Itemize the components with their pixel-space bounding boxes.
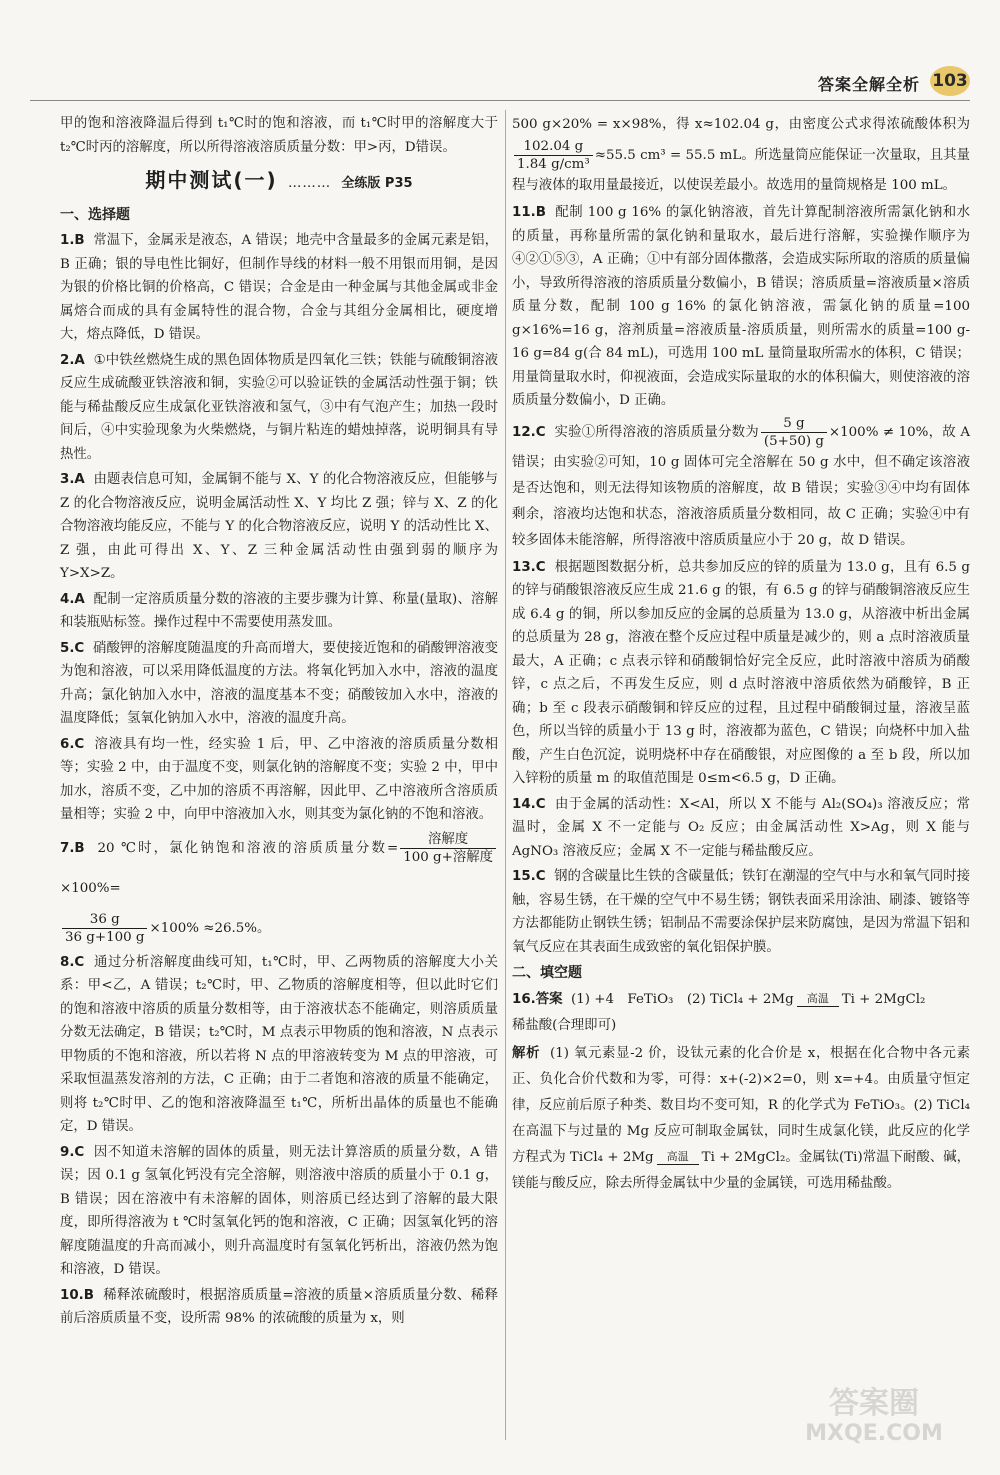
answer-item (60, 588, 498, 635)
part-heading-choice: 一、选择题 (60, 207, 130, 223)
item-number: 8.C (60, 954, 85, 970)
item-text: 通过分析溶解度曲线可知，t₁℃时，甲、乙两物质的溶解度大小关系：甲<乙，A 错误；t₂℃时，甲、乙物质的溶解度相等，但以此时它们的饱和溶液中溶质的质量分数相等，由于溶液状态不能确定，则溶质质量分数无法确定，B 错误；t₂℃时，M 点表示甲物质的饱和溶液，N 点表示甲物质的不饱和溶液，所以若将 N 点的甲溶液转变为 M 点的甲溶液，可采取恒温蒸发溶剂的方法，C 正确；由于二者饱和溶液的质量不能确定，则将 t₂℃时甲、乙的饱和溶液降温至 t₁℃，所析出晶体的质量也不能确定，D 错误。 (60, 954, 498, 1134)
item-number: 15.C (512, 869, 546, 884)
answer-item (60, 1141, 498, 1282)
part-heading-fill: 二、填空题 (512, 965, 582, 981)
item-number: 13.C (512, 559, 546, 575)
condition-bar (657, 1164, 699, 1165)
analysis-text: Ti + 2MgCl₂。 (701, 1150, 799, 1165)
condition-bar (797, 1006, 839, 1007)
left-column (60, 112, 498, 1333)
item-number: 7.B (60, 840, 85, 856)
item-text: 实验①所得溶液的溶质质量分数为 (554, 424, 759, 440)
fraction-numerator: 36 g (62, 911, 147, 929)
fraction-numerator: 102.04 g (514, 138, 593, 156)
answer-item (512, 865, 970, 959)
section-reference: 全练版 P35 (341, 176, 413, 191)
answer-label: 答案 (535, 992, 563, 1007)
item-text: 钢的含碳量比生铁的含碳量低；铁钉在潮湿的空气中与水和氧气同时接触，容易生锈，在干燥的空气中不易生锈；钢铁表面采用涂油、刷漆、镀铬等方法都能防止钢铁生锈；铝制品不需要涂保护层来防腐蚀，是因为常温下铝和氧气反应在其表面生成致密的氧化铝保护膜。 (512, 869, 971, 955)
answer-item (60, 229, 498, 347)
intro-paragraph: 甲的饱和溶液降温后得到 t₁℃时的饱和溶液，而 t₁℃时甲的溶解度大于 t₂℃时丙的溶解度，所以所得溶液溶质质量分数：甲>丙，D错误。 (60, 116, 498, 155)
fraction-numerator: 5 g (761, 415, 827, 433)
formula-tail: ×100%= (60, 880, 121, 896)
answer-item-16 (512, 987, 970, 1039)
item-number: 16. (512, 992, 536, 1007)
item-text: 硝酸钾的溶解度随温度的升高而增大，要使接近饱和的硝酸钾溶液变为饱和溶液，可以采用降低温度的方法。将氧化钙加入水中，溶液的温度升高；氯化钠加入水中，溶液的温度基本不变；硝酸铵加入水中，溶液的温度降低；氢氧化钠加入水中，溶液的温度升高。 (60, 640, 499, 726)
answer-item (60, 349, 498, 467)
fraction-denominator: (5+50) g (763, 433, 824, 449)
continued-line: 500 g×20% = x×98%，得 x≈102.04 g，由密度公式求得浓硫酸体积为 (512, 117, 970, 132)
fraction-formula (761, 415, 827, 450)
analysis-block (512, 1041, 970, 1197)
continued-text (512, 112, 970, 199)
item-text: 根据题图数据分析，总共参加反应的锌的质量为 13.0 g，且有 6.5 g 的锌与硝酸银溶液反应生成 21.6 g 的银，有 6.5 g 的锌与硝酸铜溶液反应生成 6.4 g 的铜，所以参加反应的金属的总质量为 13.0 g，从溶液中析出金属的总质量为 28 g，溶液在整个反应过程中质量是减少的，则 a 点时溶液质量最大，A 正确；c 点表示锌和硝酸铜恰好完全反应，此时溶液中溶质为硝酸锌，c 点之后，不再发生反应，则 d 点时溶液中溶质依然为硝酸锌，B 正确；b 至 c 段表示硝酸铜和锌反应的过程，且过程中硝酸铜过量，溶液呈蓝色，所以当锌的质量小于 13 g 时，溶液都为蓝色，C 错误；向烧杯中加入盐酸，产生白色沉淀，说明烧杯中存在硝酸银，对应图像的 a 至 b 段，所以加入锌粉的质量 m 的取值范围是 0≤m<6.5 g，D 正确。 (512, 559, 971, 786)
watermark-line: 答案圈 (829, 1386, 919, 1421)
fraction-numerator: 溶解度 (400, 831, 496, 849)
watermark-logo (774, 1386, 974, 1459)
answer-item-7 (60, 829, 498, 949)
item-number: 11.B (512, 205, 546, 220)
item-number: 10.B (60, 1287, 94, 1303)
fraction-denominator: 36 g+100 g (65, 929, 145, 945)
item-number: 2.A (60, 352, 85, 368)
reaction-condition (797, 993, 839, 1007)
item-text: ①中铁丝燃烧生成的黑色固体物质是四氧化三铁；铁能与硫酸铜溶液反应生成硫酸亚铁溶液和铜，实验②可以验证铁的金属活动性强于铜；铁能与稀盐酸反应生成氯化亚铁溶液和氢气，③中有气泡产生；加热一段时间后，④中实验现象为火柴燃烧，与铜片粘连的蜡烛掉落，说明铜具有导热性。 (60, 352, 498, 462)
item-number: 14.C (512, 796, 546, 812)
answer-item (512, 793, 970, 864)
item-text: 配制 100 g 16% 的氯化钠溶液，首先计算配制溶液所需氯化钠和水的质量，再称量所需的氯化钠和量取水，最后进行溶解，实验操作顺序为④②①⑤③，A 正确；①中有部分固体撒落，会造成实际所取的溶质的质量偏小，导致所得溶液的溶质质量分数偏小，B 错误；溶质质量=溶液质量×溶质质量分数，配制 100 g 16% 的氯化钠溶液，需氯化钠的质量=100 g×16%=16 g，溶剂质量=溶液质量-溶质质量，则所需水的质量=100 g-16 g=84 g(合 84 mL)，可选用 100 mL 量筒量取所需水的体积，C 错误；用量筒量取水时，仰视液面，会造成实际量取的水的体积偏大，则使溶液的溶质质量分数偏小，D 正确。 (512, 205, 971, 408)
condition-text: 高温 (666, 1149, 689, 1163)
item-number: 1.B (60, 233, 85, 248)
fraction-formula (514, 138, 593, 173)
item-number: 3.A (60, 472, 85, 487)
item-text: 常温下，金属汞是液态，A 错误；地壳中含量最多的金属元素是铝，B 正确；银的导电性比铜好，但制作导线的材料一般不用银而用铜，是因为银的价格比铜的价格高，C 错误；合金是由一种金属与其他金属或非金属熔合而成的具有金属特性的混合物，合金与其组分金属相比，硬度增大，熔点降低，D 错误。 (60, 233, 498, 342)
answer-text: 稀盐酸(合理即可) (512, 1018, 617, 1033)
item-number: 6.C (60, 736, 85, 752)
watermark-line: MXQE.COM (805, 1421, 943, 1446)
page-number: 103 (930, 66, 970, 96)
column-divider (505, 110, 506, 1440)
item-text: 因不知道未溶解的固体的质量，则无法计算溶质的质量分数，A 错误；因 0.1 g 氢氧化钙没有完全溶解，则溶液中溶质的质量小于 0.1 g，B 错误；因在溶液中有未溶解的固体，则溶质已经达到了溶解的最大限度，即所得溶液为 t ℃时氢氧化钙的饱和溶液，C 正确；因氢氧化钙的溶解度随温度的升高而减小，则升高温度时有氢氧化钙析出，溶液仍然为饱和溶液，D 错误。 (60, 1144, 498, 1277)
fraction-denominator: 100 g+溶解度 (403, 849, 494, 865)
answer-item (60, 733, 498, 827)
answer-item (60, 637, 498, 731)
item-text: 20 ℃时，氯化钠饱和溶液的溶质质量分数= (97, 840, 399, 856)
answer-item (512, 556, 970, 791)
item-text: ×100% ≠ 10%，故 A 错误；由实验②可知，10 g 固体可完全溶解在 50 g 水中，但不确定该溶液是否达饱和，则无法得知该物质的溶解度，故 B 错误；实验③④中均有固体剩余，溶液均达饱和状态，溶液溶质质量分数相同，故 C 正确；实验④中有较多固体未能溶解，所得溶液中溶质质量应小于 20 g，故 D 错误。 (512, 424, 971, 548)
continued-line: ≈55.5 cm³ = 55.5 mL。所选量筒应能保证一次量取，且其量程与液体的取用量最接近，以使误差最小。故选用的量筒规格是 100 mL。 (512, 148, 970, 193)
section-title (60, 165, 498, 199)
answer-item-12 (512, 415, 970, 554)
answer-item (512, 201, 970, 413)
answer-item (60, 468, 498, 586)
formula-tail: ×100% ≈26.5%。 (149, 920, 271, 936)
analysis-label: 解析 (512, 1046, 541, 1061)
analysis-text: 金属钛(Ti)常温下耐酸、碱，镁能与酸反应，除去所得金属钛中少量的金属镁，可选用稀盐酸。 (512, 1150, 970, 1191)
item-number: 9.C (60, 1144, 85, 1160)
condition-text: 高温 (806, 991, 829, 1005)
right-column (512, 112, 970, 1199)
answer-item (60, 1284, 498, 1331)
fraction-formula (62, 911, 147, 946)
answer-text: (1) +4 FeTiO₃ (2) TiCl₄ + 2Mg (571, 992, 794, 1007)
fraction-formula (400, 831, 496, 866)
item-number: 4.A (60, 591, 85, 607)
section-heading: 期中测试(一) (145, 168, 278, 192)
header-title: 答案全解全析 (817, 75, 920, 94)
item-text: 由于金属的活动性：X<Al，所以 X 不能与 Al₂(SO₄)₃ 溶液反应；常温时，金属 X 不一定能与 O₂ 反应；由金属活动性 X>Ag，则 X 能与 AgNO₃ 溶液反应；金属 X 不一定能与稀盐酸反应。 (512, 796, 971, 859)
item-text: 配制一定溶质质量分数的溶液的主要步骤为计算、称量(量取)、溶解和装瓶贴标签。操作过程中不需要使用蒸发皿。 (60, 591, 498, 630)
answer-text: Ti + 2MgCl₂ (841, 992, 926, 1007)
fraction-denominator: 1.84 g/cm³ (517, 157, 590, 172)
item-number: 5.C (60, 640, 85, 656)
item-text: 稀释浓硫酸时，根据溶质质量=溶液的质量×溶质质量分数、稀释前后溶质质量不变，设所需 98% 的浓硫酸的质量为 x，则 (60, 1287, 498, 1326)
item-text: 溶液具有均一性，经实验 1 后，甲、乙中溶液的溶质质量分数相等；实验 2 中，由于温度不变，则氯化钠的溶解度不变；实验 2 中，甲中加水，溶质不变，乙中加的溶质不再溶解，因此甲、乙中溶液所含溶质质量相等；实验 2 中，向甲中溶液加入水，则其变为氯化钠的不饱和溶液。 (60, 736, 499, 822)
item-text: 由题表信息可知，金属铜不能与 X、Y 的化合物溶液反应，但能够与 Z 的化合物溶液反应，说明金属活动性 X、Y 均比 Z 强；锌与 X、Z 的化合物溶液均能反应，不能与 Y 的化合物溶液反应，说明 Y 的活动性比 X、Z 强，由此可得出 X、Y、Z 三种金属活动性由强到弱的顺序为 Y>X>Z。 (60, 472, 499, 581)
item-number: 12.C (512, 424, 546, 440)
analysis-text: (1) 氧元素显-2 价，设钛元素的化合价是 x，根据在化合物中各元素正、负化合价代数和为零，可得：x+(-2)×2=0，则 x=+4。由质量守恒定律，反应前后原子种类、数目均不变可知，R 的化学式为 FeTiO₃。(2) TiCl₄ 在高温下与过量的 Mg 反应可制取金属钛，同时生成氯化镁，此反应的化学方程式为 TiCl₄ + 2Mg (512, 1046, 970, 1165)
section-dots: ……… (287, 176, 332, 191)
reaction-condition (657, 1151, 699, 1165)
header-rule (30, 100, 970, 101)
answer-item (60, 951, 498, 1139)
page-header (0, 0, 1000, 100)
